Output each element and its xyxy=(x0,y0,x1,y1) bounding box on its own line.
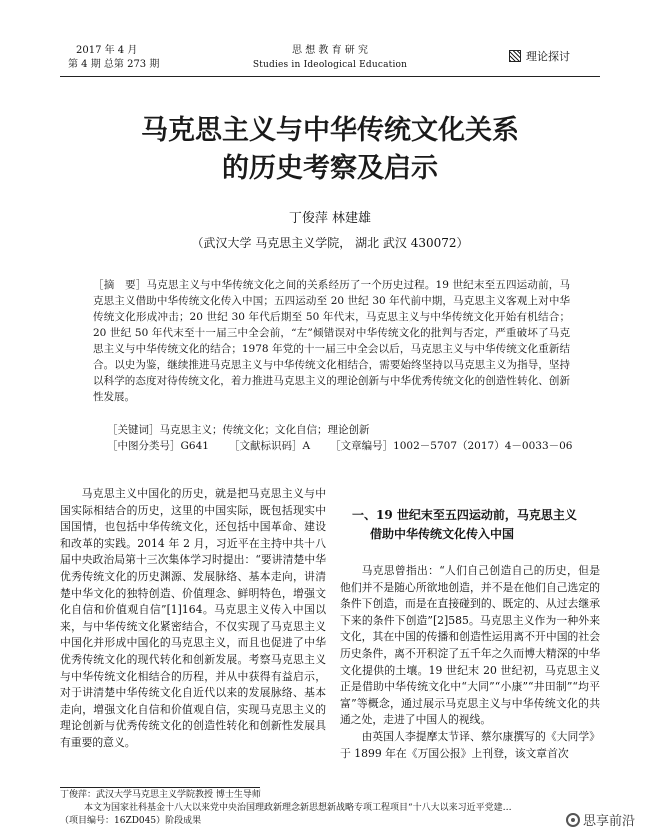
watermark-text: 思享前沿 xyxy=(583,814,636,829)
abstract-text: 马克思主义与中华传统文化之间的关系经历了一个历史过程。19 世纪末至五四运动前，马克思主义借助中华传统文化传入中国；五四运动至 20 世纪 30 年代前中期，马克思主义客观上对中华传统文化形成冲击；20 世纪 30 年代后期至 50 年代末，马克思主义与中华传统文化开始有机结合；20 世纪 50 年代末至十一届三中全会前，“左”倾错误对中华传统文化的批判与否定，严重破坏了马克思主义与中华传统文化的结合；1978 年党的十一届三中全会以后，马克思主义与中华传统文化重新结合。以史为鉴，继续推进马克思主义与中华传统文化相结合，需要始终坚持以马克思主义为指导，坚持以科学的态度对待传统文化，着力推进马克思主义的理论创新与中华优秀传统文化的创造性转化、创新性发展。 xyxy=(93,279,571,403)
watermark xyxy=(563,810,638,829)
keywords-text: 马克思主义；传统文化；文化自信；理论创新 xyxy=(159,424,370,436)
section-heading-line-2: 借助中华传统文化传入中国 xyxy=(370,527,515,541)
footnote-fund-info: 本文为国家社科基金十八大以来党中央治国理政新理念新思想新战略专项工程项目“十八大以来习近平党建… xyxy=(84,803,512,813)
hatched-square-icon xyxy=(509,50,521,62)
issue-number: 第 4 期 总第 273 期 xyxy=(68,59,160,70)
abstract xyxy=(93,277,570,405)
keywords xyxy=(107,422,577,438)
article-title xyxy=(60,112,600,188)
journal-name-cn: 思 想 教 育 研 究 xyxy=(292,45,368,56)
section-label: 理论探讨 xyxy=(526,50,570,63)
author-affiliation: （武汉大学 马克思主义学院， 湖北 武汉 430072） xyxy=(191,236,469,250)
author-names: 丁俊萍 林建雄 xyxy=(288,211,372,226)
journal-name-en: Studies in Ideological Education xyxy=(252,60,408,70)
body-right-column xyxy=(340,563,600,762)
running-header-right xyxy=(509,48,570,64)
abstract-label: ［摘 要］ xyxy=(93,279,147,291)
body-paragraph: 马克思主义中国化的历史，就是把马克思主义与中国实际相结合的历史，这里的中国实际，既包括现实中国国情，也包括中华传统文化，还包括中国革命、建设和改革的实践。2014 年 2 月，习近平在主持中共十八届中央政治局第十三次集体学习时提出：“要讲清楚中华优秀传统文化的历史渊源、发展脉络、基本走向，讲清楚中华文化的独特创造、价值理念、鲜明特色，增强文化自信和价值观自信”[1]164。马克思主义传入中国以来，与中华传统文化紧密结合，不仅实现了马克思主义中国化并形成中国化的马克思主义，而且也促进了中华优秀传统文化的现代转化和创新发展。考察马克思主义与中华传统文化相结合的历程，并从中获得有益启示，对于讲清楚中华传统文化自近代以来的发展脉络、基本走向，增强文化自信和价值观自信，实现马克思主义的理论创新与优秀传统文化的创造性转化和创新性发展具有重要的意义。 xyxy=(60,487,326,749)
wechat-logo-icon xyxy=(566,813,580,827)
footnote-author-info: 丁俊萍：武汉大学马克思主义学院教授 博士生导师 xyxy=(60,790,261,800)
title-line-2: 的历史考察及启示 xyxy=(222,153,438,184)
body-paragraph: 马克思曾指出：“人们自己创造自己的历史，但是他们并不是随心所欲地创造，并不是在他们自己选定的条件下创造，而是在直接碰到的、既定的、从过去继承下来的条件下创造”[2]585。马克思主义作为一种外来文化，其在中国的传播和创造性运用离不开中国的社会历史条件，离不开积淀了五千年之久而博大精深的中华文化提供的土壤。19 世纪末 20 世纪初，马克思主义正是借助中华传统文化中“大同”“小康”“井田制”“均平富”等概念，通过展示马克思主义与中华传统文化的共通之处，走进了中国人的视线。 xyxy=(340,564,600,727)
issue-date: 2017 年 4 月 xyxy=(76,45,138,56)
footnote xyxy=(60,789,590,828)
footnote-divider xyxy=(60,787,260,788)
body-left-column xyxy=(60,486,326,752)
section-heading-line-1: 一、19 世纪末至五四运动前，马克思主义 xyxy=(352,508,577,522)
header-divider xyxy=(60,76,600,77)
body-paragraph: 由英国人李提摩太节译、蔡尔康撰写的《大同学》于 1899 年在《万国公报》上刊登，该文章首次 xyxy=(340,729,600,760)
footnote-project-no: （项目编号：16ZD045）阶段成果 xyxy=(60,816,202,826)
running-header-center xyxy=(230,44,430,72)
title-line-1: 马克思主义与中华传统文化关系 xyxy=(141,115,519,146)
running-header-left xyxy=(68,44,159,72)
classification-line: ［中图分类号］G641 ［文献标识码］A ［文章编号］1002－5707（2017）4－0033－06 xyxy=(107,440,573,452)
section-heading xyxy=(352,506,600,544)
keywords-label: ［关键词］ xyxy=(107,424,160,436)
